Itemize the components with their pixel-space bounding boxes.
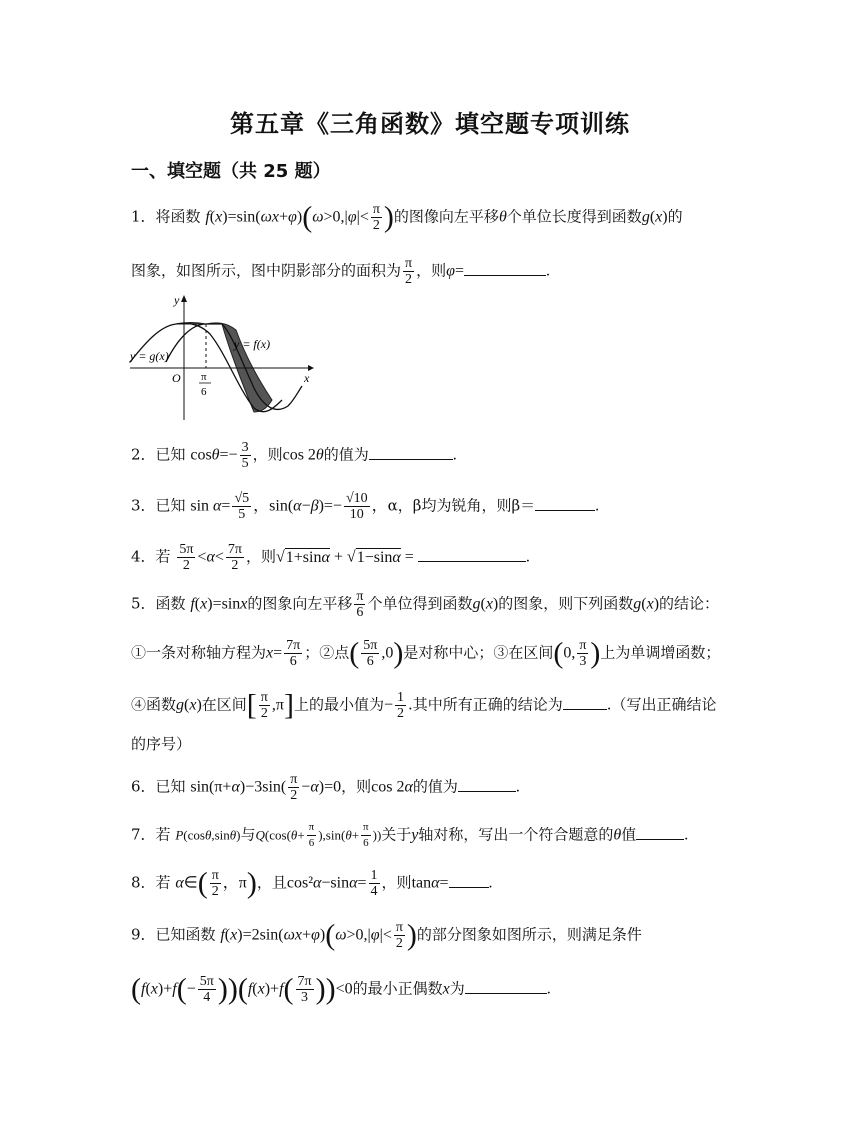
question-1-line-2: 图象，如图所示，图中阴影部分的面积为 $\frac{\pi}{2}$ ，则φ= . [131, 256, 550, 287]
origin-label: O [172, 371, 181, 385]
x-axis-label: x [304, 371, 310, 385]
shaded-area [176, 323, 272, 413]
question-9-line-2: (f(x)+f(− $\frac{5\pi}{4}$ ))(f(x)+f( $\frac{7\pi}{3}$ ))<0的最小正偶数x为 . [131, 972, 551, 1006]
question-5-line-4: 的序号） [131, 735, 192, 753]
question-1-graph [126, 292, 316, 422]
tick-6: 6 [201, 386, 207, 398]
page-title: 第五章《三角函数》填空题专项训练 [230, 110, 630, 138]
question-1-line-1: 1．将函数 f(x)=sin(ωx+φ)(ω>0,|φ|< $\frac{\pi}{2}$ )的图像向左平移θ个单位长度得到函数g(x)的 [131, 200, 683, 234]
question-4: 4．若 $\frac{5\pi}{2}$ <α< $\frac{7\pi}{2}$ ，则√1+sinα + √1−sinα = . [131, 542, 530, 573]
g-label: y = g(x) [130, 349, 169, 363]
question-5-line-3: ④函数g(x)在区间[ $\frac{\pi}{2}$ ,π]上的最小值为− $\frac{1}{2}$ .其中所有正确的结论为 .（写出正确结论 [131, 688, 717, 722]
section-heading: 一、填空题（共 25 题） [131, 161, 331, 182]
question-3: 3．已知 sin α= $\frac{√5}{5}$ ，sin(α−β)=− $\frac{√10}{10}$ ，α，β均为锐角，则β＝ . [131, 491, 600, 522]
question-7: 7．若 P(cosθ,sinθ)与Q(cos(θ+ $\frac{\pi}{6}$ ),sin(θ+ $\frac{\pi}{6}$ ))关于y轴对称，写出一个符合题意的θ值 . [131, 821, 689, 849]
question-9-line-1: 9．已知函数 f(x)=2sin(ωx+φ)(ω>0,|φ|< $\frac{\pi}{2}$ )的部分图象如图所示，则满足条件 [131, 918, 642, 952]
y-axis-label: y [174, 293, 180, 307]
question-5-line-1: 5．函数 f(x)=sinx的图象向左平移 $\frac{\pi}{6}$ 个单位得到函数g(x)的图象，则下列函数g(x)的结论： [131, 589, 720, 620]
tick-pi: π [201, 371, 207, 383]
question-8: 8．若 α∈( $\frac{\pi}{2}$ ，π)，且cos²α−sinα= $\frac{1}{4}$ ，则tanα= . [131, 866, 493, 900]
question-2: 2．已知 cosθ=− $\frac{3}{5}$ ，则cos 2θ的值为 . [131, 440, 457, 471]
f-label: y = f(x) [234, 337, 271, 351]
question-5-line-2: ①一条对称轴方程为x= $\frac{7\pi}{6}$ ；②点( $\frac{5\pi}{6}$ ,0)是对称中心；③在区间(0, $\frac{\pi}{3}$ )上为单调增函数； [131, 636, 721, 670]
question-6: 6．已知 sin(π+α)−3sin( $\frac{\pi}{2}$ −α)=0，则cos 2α的值为 . [131, 772, 520, 803]
